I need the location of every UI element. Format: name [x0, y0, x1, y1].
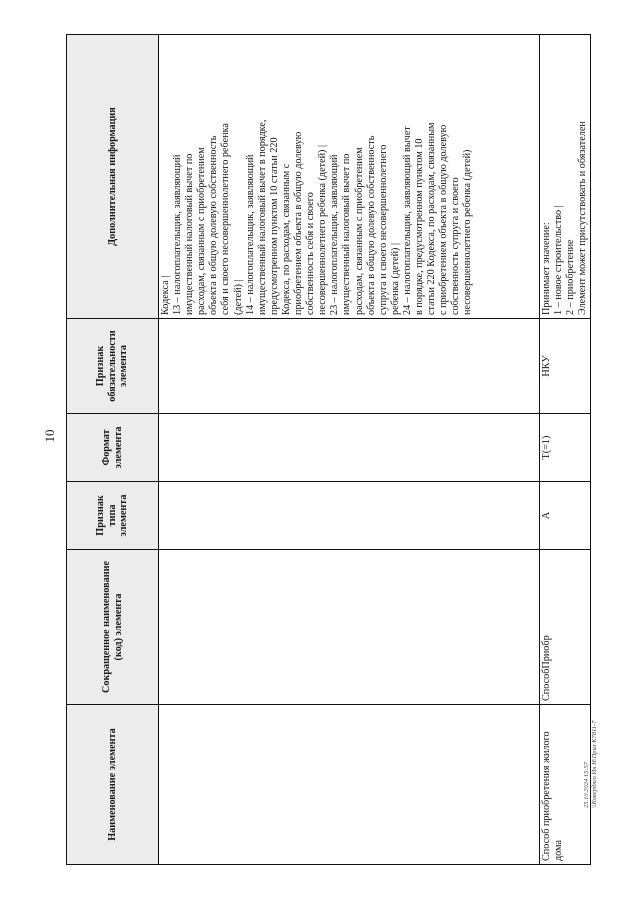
cell-additional-info-continuation: [159, 35, 540, 319]
table-row-acquisition-method: [540, 35, 591, 865]
header-element-type: Признак типа элемента: [67, 482, 159, 550]
info-line: 24 – налогоплательщик, заявляющий вычет: [401, 126, 413, 315]
info-line: в порядке, предусмотренном пунктом 10: [413, 138, 425, 315]
info-line: имущественный налоговый вычет по: [184, 153, 196, 315]
stamp-timestamp: 25.10.2024 15:57: [583, 761, 590, 808]
info-line: несовершеннолетнего ребенка (детей) |: [317, 144, 329, 315]
cell-format-empty: [159, 414, 540, 482]
info-line: объекта в общую долевую собственность: [365, 135, 377, 315]
cell-type-empty: [159, 482, 540, 550]
info-line: расходам, связанным с приобретением: [196, 147, 208, 315]
info-line: ребенка (детей) |: [389, 242, 401, 315]
info-line: имущественный налоговый вычет в порядке,: [256, 119, 268, 315]
info-line: Кодекса, по расходам, связанным с: [280, 163, 292, 315]
cell-element-type: А: [540, 482, 591, 550]
info-line: предусмотренном пунктом 10 статьи 220: [268, 137, 280, 315]
table-row-continuation: [159, 35, 540, 865]
info-line: объекта в общую долевую собственность: [208, 135, 220, 315]
info-line: супруга и своего несовершеннолетнего: [377, 144, 389, 315]
cell-element-name: Способ приобретения жилого дома: [540, 705, 591, 865]
cell-element-required: НКУ: [540, 319, 591, 414]
stamp-path: \\Ковердягo Ин Н\Прил К7811-7: [591, 720, 598, 808]
header-element-code: Сокращенное наименование (код) элемента: [67, 550, 159, 705]
header-element-required: Признак обязательности элемента: [67, 319, 159, 414]
header-additional-info: Дополнительная информация: [67, 35, 159, 319]
cell-required-empty: [159, 319, 540, 414]
info-line: Кодекса |: [160, 275, 171, 315]
info-line: собственность супруга и своего: [450, 177, 462, 315]
cell-name-empty: [159, 705, 540, 865]
info-line: с приобретением объекта в общую долевую: [438, 124, 450, 315]
info-line: несовершеннолетнего ребенка (детей): [462, 149, 474, 315]
info-line: имущественный налоговый вычет по: [341, 153, 353, 315]
info-line: 13 – налогоплательщик, заявляющий: [172, 154, 184, 315]
header-element-format: Формат элемента: [67, 414, 159, 482]
info-line: (детей) |: [232, 279, 244, 315]
cell-element-format: Т(=1): [540, 414, 591, 482]
info-line: 14 – налогоплательщик, заявляющий: [244, 154, 256, 315]
table-header-row: [67, 35, 159, 865]
info-line: расходам, связанным с приобретением: [353, 147, 365, 315]
info-line: 23 – налогоплательщик, заявляющий: [329, 154, 341, 315]
cell-element-code: СпособПриобр: [540, 550, 591, 705]
info-line: Принимает значение:: [541, 222, 552, 315]
cell-additional-info: [540, 35, 591, 319]
header-element-name: Наименование элемента: [67, 705, 159, 865]
info-line: Элемент может присутствовать и обязателен: [577, 121, 589, 315]
info-line: 1 – новое строительство |: [553, 205, 565, 315]
info-line: 2 – приобретение: [565, 239, 577, 315]
cell-code-empty: [159, 550, 540, 705]
info-line: приобретением объекта в общую долевую: [293, 131, 305, 315]
info-line: статьи 220 Кодекса, по расходам, связанным: [426, 122, 438, 315]
elements-table: [66, 34, 591, 865]
info-line: собственность себя и своего: [305, 192, 317, 315]
info-line: себя и своего несовершеннолетнего ребенка: [220, 123, 232, 315]
page-number: 10: [42, 429, 57, 443]
